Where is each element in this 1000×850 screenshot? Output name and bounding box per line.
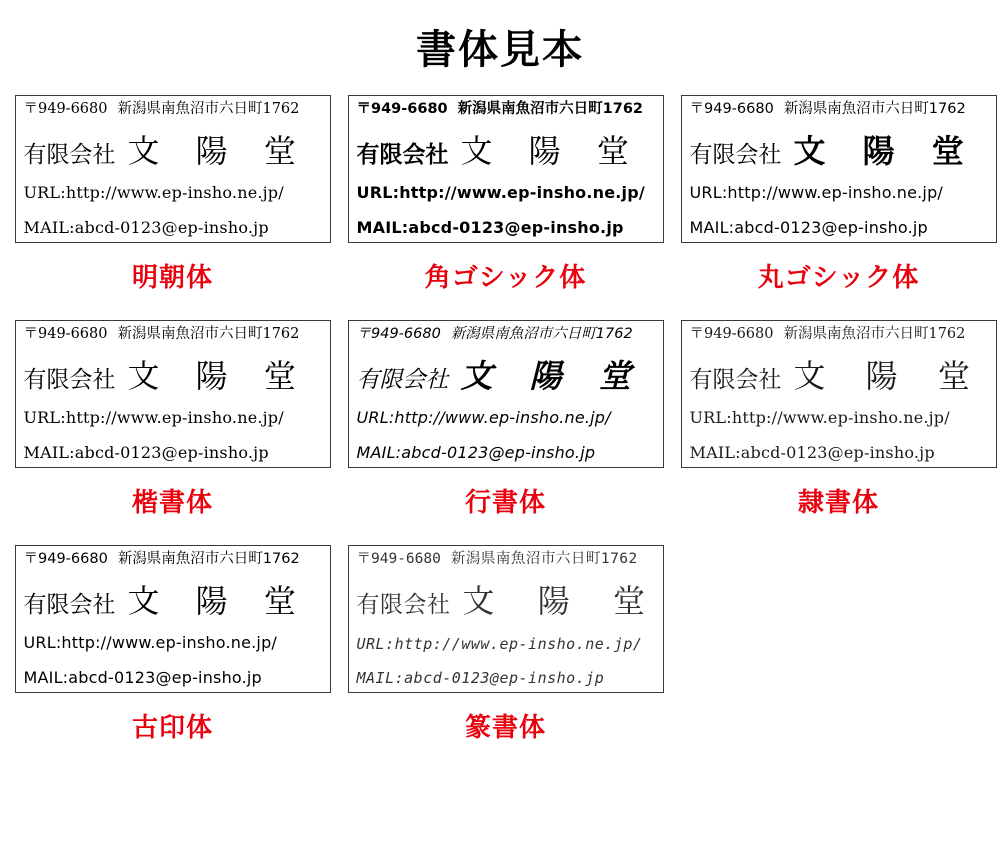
company-name: 文 陽 堂 (793, 356, 985, 395)
address-text: 新潟県南魚沼市六日町1762 (450, 551, 638, 567)
address-text: 新潟県南魚沼市六日町1762 (117, 326, 300, 342)
company-line (689, 131, 988, 170)
address-line (357, 327, 655, 343)
address-line (690, 327, 988, 343)
mail-line: MAIL:abcd-0123@ep-insho.jp (23, 668, 262, 687)
mail-line: MAIL:abcd-0123@ep-insho.jp (356, 443, 596, 462)
url-line: URL:http://www.ep-insho.ne.jp/ (23, 633, 278, 653)
address-text: 新潟県南魚沼市六日町1762 (450, 326, 633, 342)
zip-code: 〒949-6680 (689, 101, 774, 117)
font-name-label: 隷書体 (797, 488, 879, 518)
font-sample-koin[interactable] (6, 545, 339, 770)
zip-code: 〒949-6680 (689, 326, 774, 342)
font-sample-kakugo[interactable] (339, 95, 672, 320)
company-kind: 有限会社 (689, 366, 782, 393)
sample-card (348, 320, 664, 468)
address-text: 新潟県南魚沼市六日町1762 (783, 326, 966, 342)
company-kind: 有限会社 (356, 141, 449, 168)
company-kind: 有限会社 (689, 141, 782, 168)
address-line (357, 552, 655, 568)
mail-line: MAIL:abcd-0123@ep-insho.jp (23, 443, 269, 462)
company-kind: 有限会社 (356, 592, 451, 619)
font-name-label: 篆書体 (464, 713, 546, 743)
font-name-label: 行書体 (464, 488, 546, 518)
company-line (356, 131, 655, 170)
font-name-label: 楷書体 (131, 488, 213, 518)
zip-code: 〒949-6680 (23, 551, 108, 567)
font-name-label: 丸ゴシック体 (757, 263, 920, 293)
company-line (23, 356, 322, 395)
font-sample-gyosho[interactable] (339, 320, 672, 545)
company-name: 文 陽 堂 (127, 581, 309, 620)
mail-line: MAIL:abcd-0123@ep-insho.jp (356, 669, 605, 688)
zip-code: 〒949-6680 (356, 551, 441, 567)
url-line: URL:http://www.ep-insho.ne.jp/ (356, 408, 611, 428)
sample-card (681, 320, 997, 468)
font-name-label: 古印体 (131, 713, 213, 743)
company-name: 文 陽 堂 (127, 131, 309, 170)
zip-code: 〒949-6680 (23, 101, 108, 117)
company-kind: 有限会社 (23, 366, 116, 393)
mail-line: MAIL:abcd-0123@ep-insho.jp (356, 218, 624, 237)
sample-card (15, 95, 331, 243)
company-line (23, 581, 322, 620)
mail-line: MAIL:abcd-0123@ep-insho.jp (689, 443, 935, 462)
url-line: URL:http://www.ep-insho.ne.jp/ (356, 183, 645, 203)
address-text: 新潟県南魚沼市六日町1762 (457, 101, 644, 117)
url-line: URL:http://www.ep-insho.ne.jp/ (23, 183, 284, 203)
sample-card (15, 320, 331, 468)
url-line: URL:http://www.ep-insho.ne.jp/ (356, 634, 643, 653)
company-kind: 有限会社 (356, 366, 449, 393)
company-name: 文 陽 堂 (462, 582, 658, 621)
font-sample-reisho[interactable] (672, 320, 1000, 545)
company-name: 文 陽 堂 (127, 356, 309, 395)
company-line (689, 356, 988, 395)
address-text: 新潟県南魚沼市六日町1762 (783, 101, 966, 117)
url-line: URL:http://www.ep-insho.ne.jp/ (23, 408, 284, 428)
mail-line: MAIL:abcd-0123@ep-insho.jp (23, 218, 269, 237)
address-text: 新潟県南魚沼市六日町1762 (117, 551, 300, 567)
url-line: URL:http://www.ep-insho.ne.jp/ (689, 183, 944, 203)
font-sample-kaisho[interactable] (6, 320, 339, 545)
url-line: URL:http://www.ep-insho.ne.jp/ (689, 408, 950, 428)
font-sample-marugo[interactable] (672, 95, 1000, 320)
font-sample-grid (0, 95, 1000, 770)
company-name: 文 陽 堂 (793, 131, 977, 170)
address-line (24, 102, 322, 118)
company-line (356, 582, 658, 621)
zip-code: 〒949-6680 (23, 326, 108, 342)
company-line (356, 356, 655, 395)
mail-line: MAIL:abcd-0123@ep-insho.jp (689, 218, 928, 237)
sample-card (348, 95, 664, 243)
zip-code: 〒949-6680 (356, 101, 448, 117)
company-name: 文 陽 堂 (460, 356, 644, 395)
sample-card (681, 95, 997, 243)
font-sample-mincho[interactable] (6, 95, 339, 320)
page-title: 書体見本 (416, 27, 584, 73)
zip-code: 〒949-6680 (356, 326, 441, 342)
font-name-label: 明朝体 (131, 263, 213, 293)
address-text: 新潟県南魚沼市六日町1762 (117, 101, 300, 117)
address-line (357, 102, 655, 118)
sample-card (348, 545, 664, 693)
address-line (24, 552, 322, 568)
font-sample-tensho[interactable] (339, 545, 672, 770)
company-line (23, 131, 322, 170)
company-kind: 有限会社 (23, 141, 116, 168)
font-name-label: 角ゴシック体 (424, 263, 587, 293)
sample-card (15, 545, 331, 693)
company-kind: 有限会社 (23, 591, 116, 618)
company-name: 文 陽 堂 (460, 131, 642, 170)
address-line (690, 102, 988, 118)
address-line (24, 327, 322, 343)
